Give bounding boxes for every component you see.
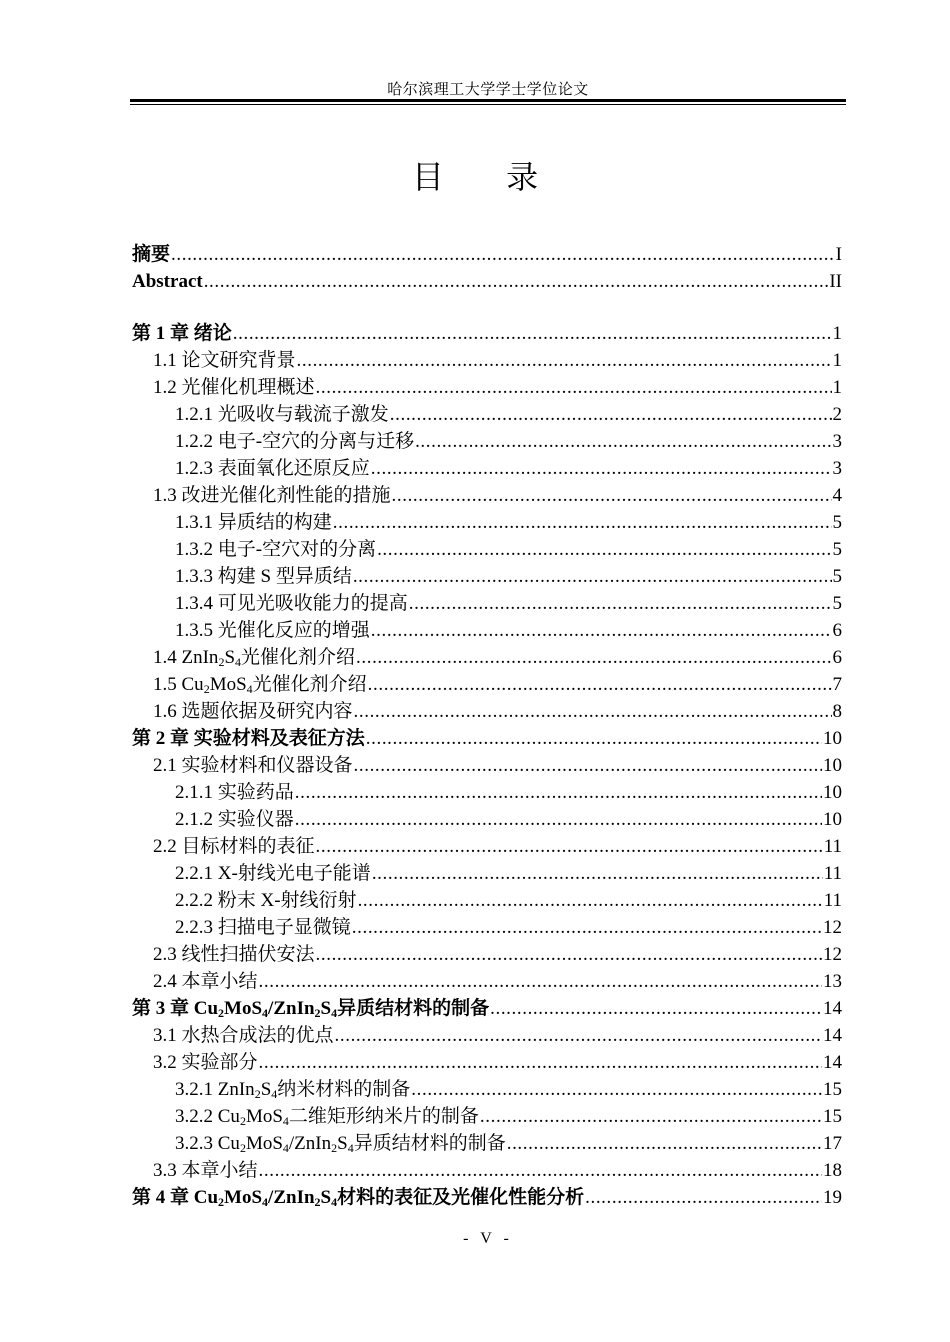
toc-entry-label: 1.3.5 光催化反应的增强	[175, 620, 370, 641]
toc-entry-page: 5	[832, 512, 842, 533]
toc-entry-page: 14	[823, 1025, 842, 1046]
toc-entry-page: 1	[832, 323, 842, 344]
subscript: 4	[262, 1195, 269, 1209]
subscript: 4	[271, 1087, 278, 1101]
toc-entry-page: 7	[832, 674, 842, 695]
label-text: 异质结材料的制备	[337, 998, 490, 1019]
toc-entry-page: 2	[832, 404, 842, 425]
toc-entry[interactable]	[132, 914, 842, 941]
toc-entry[interactable]	[132, 698, 842, 725]
toc-entry[interactable]	[132, 1022, 842, 1049]
subscript: 2	[239, 1141, 246, 1155]
toc-entry-page: 4	[832, 485, 842, 506]
label-text: 第 3 章 Cu	[132, 998, 219, 1019]
toc-entry-page: 3	[832, 431, 842, 452]
toc-entry-page: 15	[823, 1079, 842, 1100]
leader-dots	[354, 752, 822, 779]
subscript: 2	[331, 1141, 338, 1155]
toc-entry[interactable]	[132, 374, 842, 401]
toc-entry[interactable]	[132, 644, 842, 671]
toc-entry-page: 10	[823, 809, 842, 830]
toc-entry[interactable]	[132, 671, 842, 698]
label-text: 二维矩形纳米片的制备	[288, 1106, 479, 1127]
toc-entry-page: 19	[823, 1187, 842, 1208]
label-text: 第 4 章 Cu	[132, 1187, 219, 1208]
page-number-footer: - V -	[463, 1230, 513, 1247]
toc-entry-label: 1.6 选题依据及研究内容	[153, 701, 353, 722]
subscript: 4	[262, 1006, 269, 1020]
toc-title: 目 录	[411, 158, 565, 196]
leader-dots	[409, 590, 832, 617]
leader-dots	[585, 1184, 822, 1211]
toc-entry-label: 1.2.2 电子-空穴的分离与迁移	[175, 431, 415, 452]
toc-entry-page: 6	[832, 647, 842, 668]
leader-dots	[390, 401, 832, 428]
toc-entry[interactable]	[132, 779, 842, 806]
toc-entry-label: 3.1 水热合成法的优点	[153, 1025, 334, 1046]
leader-dots	[297, 347, 832, 374]
toc-entry-label: 3.3 本章小结	[153, 1160, 258, 1181]
toc-entry-label: 第 2 章 实验材料及表征方法	[132, 728, 365, 749]
toc-entry[interactable]	[132, 428, 842, 455]
toc-entry-label: 2.3 线性扫描伏安法	[153, 944, 315, 965]
toc-entry-label: 1.2.3 表面氧化还原反应	[175, 458, 370, 479]
toc-entry[interactable]	[132, 1184, 842, 1211]
toc-entry-label	[175, 1130, 506, 1157]
toc-entry[interactable]	[132, 752, 842, 779]
toc-entry-page: 11	[823, 836, 842, 857]
leader-dots	[316, 833, 823, 860]
toc-entry-page: 18	[823, 1160, 842, 1181]
toc-entry[interactable]	[132, 590, 842, 617]
label-text: 光催化剂介绍	[241, 647, 356, 668]
toc-entry[interactable]	[132, 1103, 842, 1130]
label-text: MoS	[224, 1187, 263, 1208]
toc-entry[interactable]	[132, 455, 842, 482]
toc-entry-label	[153, 644, 355, 671]
label-text: MoS	[224, 998, 263, 1019]
toc-entry[interactable]	[132, 1130, 842, 1157]
toc-entry[interactable]	[132, 509, 842, 536]
leader-dots	[259, 1157, 822, 1184]
toc-entry-page: I	[835, 244, 842, 265]
label-text: S	[320, 1187, 332, 1208]
leader-dots	[233, 320, 832, 347]
leader-dots	[356, 644, 831, 671]
toc-entry[interactable]	[132, 482, 842, 509]
label-text: S	[260, 1079, 272, 1100]
leader-dots	[415, 428, 831, 455]
toc-entry[interactable]	[132, 833, 842, 860]
toc-entry-label	[132, 995, 489, 1022]
leader-dots	[316, 374, 832, 401]
toc-entry[interactable]	[132, 806, 842, 833]
toc-entry-page: 11	[823, 863, 842, 884]
leader-dots	[295, 779, 822, 806]
toc-entry-label	[153, 671, 367, 698]
toc-entry-label: 3.2 实验部分	[153, 1052, 258, 1073]
toc-entry[interactable]	[132, 320, 842, 347]
toc-entry-label: 2.1.2 实验仪器	[175, 809, 294, 830]
toc-entry[interactable]	[132, 536, 842, 563]
toc-entry-page: 12	[823, 944, 842, 965]
leader-dots	[171, 241, 835, 268]
leader-dots	[204, 268, 829, 295]
toc-entry-label: 摘要	[132, 244, 171, 265]
toc-entry[interactable]	[132, 887, 842, 914]
label-text: 纳米材料的制备	[277, 1079, 411, 1100]
toc-entry-label: 1.2.1 光吸收与载流子激发	[175, 404, 389, 425]
toc-entry[interactable]	[132, 995, 842, 1022]
toc-entry[interactable]	[132, 401, 842, 428]
label-text: 3.2.2 Cu	[175, 1106, 240, 1127]
toc-entry-page: 11	[823, 890, 842, 911]
toc-entry-label	[175, 1103, 479, 1130]
toc-entry-page: 10	[823, 755, 842, 776]
leader-dots	[411, 1076, 822, 1103]
toc-entry-page: 1	[832, 350, 842, 371]
label-text: 1.5 Cu	[153, 674, 204, 695]
leader-dots	[507, 1130, 822, 1157]
toc-entry-page: 13	[823, 971, 842, 992]
header-rule-thick	[130, 99, 846, 102]
label-text: 3.2.3 Cu	[175, 1133, 240, 1154]
subscript: 2	[314, 1006, 321, 1020]
subscript: 4	[282, 1114, 289, 1128]
toc-entry-page: 5	[832, 566, 842, 587]
toc-entry-page: 15	[823, 1106, 842, 1127]
leader-dots	[490, 995, 822, 1022]
leader-dots	[392, 482, 832, 509]
subscript: 4	[246, 682, 253, 696]
label-text: 异质结材料的制备	[353, 1133, 506, 1154]
toc-entry-page: 14	[823, 1052, 842, 1073]
subscript: 4	[347, 1141, 354, 1155]
subscript: 4	[282, 1141, 289, 1155]
toc-entry[interactable]	[132, 1076, 842, 1103]
toc-entry-label: 2.4 本章小结	[153, 971, 258, 992]
toc-entry-page: 8	[832, 701, 842, 722]
toc-entry[interactable]	[132, 268, 842, 295]
subscript: 2	[254, 1087, 261, 1101]
subscript: 2	[314, 1195, 321, 1209]
leader-dots	[358, 887, 823, 914]
subscript: 2	[203, 682, 210, 696]
toc-entry-label: 1.3.4 可见光吸收能力的提高	[175, 593, 408, 614]
leader-dots	[335, 1022, 822, 1049]
table-of-contents	[132, 241, 842, 1211]
toc-entry-label: 1.2 光催化机理概述	[153, 377, 315, 398]
leader-dots	[480, 1103, 822, 1130]
toc-entry-label: 1.3.1 异质结的构建	[175, 512, 332, 533]
toc-entry[interactable]	[132, 1157, 842, 1184]
leader-dots	[352, 914, 822, 941]
toc-entry-label: 1.3 改进光催化剂性能的措施	[153, 485, 391, 506]
toc-entry-page: 3	[832, 458, 842, 479]
header-rule-thin	[130, 104, 846, 105]
toc-entry-page: II	[829, 271, 842, 292]
toc-entry-page: 10	[823, 782, 842, 803]
leader-dots	[371, 455, 832, 482]
leader-dots	[316, 941, 822, 968]
toc-entry-page: 14	[823, 998, 842, 1019]
toc-entry-label: 1.1 论文研究背景	[153, 350, 296, 371]
page-header: 哈尔滨理工大学学士学位论文	[387, 82, 589, 98]
label-text: MoS	[245, 1106, 283, 1127]
toc-entry-label: 2.2.1 X-射线光电子能谱	[175, 863, 371, 884]
label-text: 材料的表征及光催化性能分析	[337, 1187, 585, 1208]
subscript: 2	[218, 655, 225, 669]
toc-entry-label: Abstract	[132, 271, 203, 292]
toc-entry-label: 2.1 实验材料和仪器设备	[153, 755, 353, 776]
toc-entry-page: 5	[832, 539, 842, 560]
leader-dots	[259, 1049, 822, 1076]
label-text: MoS	[209, 674, 247, 695]
subscript: 4	[331, 1195, 338, 1209]
leader-dots	[377, 536, 831, 563]
toc-entry-label: 2.2 目标材料的表征	[153, 836, 315, 857]
toc-entry-label: 2.2.2 粉末 X-射线衍射	[175, 890, 357, 911]
subscript: 2	[218, 1006, 225, 1020]
toc-entry-label	[132, 1184, 584, 1211]
toc-entry-page: 1	[832, 377, 842, 398]
toc-entry-label: 2.1.1 实验药品	[175, 782, 294, 803]
label-text: 1.4 ZnIn	[153, 647, 219, 668]
subscript: 2	[239, 1114, 246, 1128]
toc-entry-page: 6	[832, 620, 842, 641]
toc-entry[interactable]	[132, 725, 842, 752]
label-text: /ZnIn	[288, 1133, 332, 1154]
toc-entry-page: 17	[823, 1133, 842, 1154]
label-text: S	[320, 998, 332, 1019]
leader-dots	[295, 806, 822, 833]
leader-dots	[371, 617, 832, 644]
toc-entry-page: 5	[832, 593, 842, 614]
toc-entry[interactable]	[132, 563, 842, 590]
leader-dots	[372, 860, 823, 887]
subscript: 4	[235, 655, 242, 669]
toc-entry[interactable]	[132, 241, 842, 268]
toc-entry-label: 1.3.2 电子-空穴对的分离	[175, 539, 377, 560]
toc-entry-page: 10	[823, 728, 842, 749]
leader-dots	[368, 671, 832, 698]
toc-entry[interactable]	[132, 1049, 842, 1076]
label-text: 光催化剂介绍	[252, 674, 367, 695]
leader-dots	[333, 509, 832, 536]
subscript: 4	[331, 1006, 338, 1020]
label-text: MoS	[245, 1133, 283, 1154]
toc-entry-label: 1.3.3 构建 S 型异质结	[175, 566, 352, 587]
leader-dots	[366, 725, 822, 752]
toc-entry-label	[175, 1076, 410, 1103]
leader-dots	[353, 563, 832, 590]
toc-entry[interactable]	[132, 617, 842, 644]
toc-entry[interactable]	[132, 860, 842, 887]
label-text: 3.2.1 ZnIn	[175, 1079, 255, 1100]
toc-entry[interactable]	[132, 941, 842, 968]
label-text: /ZnIn	[268, 998, 315, 1019]
toc-entry-label: 2.2.3 扫描电子显微镜	[175, 917, 351, 938]
label-text: S	[224, 647, 236, 668]
toc-entry-label: 第 1 章 绪论	[132, 323, 232, 344]
toc-entry[interactable]	[132, 968, 842, 995]
toc-entry-page: 12	[823, 917, 842, 938]
leader-dots	[259, 968, 822, 995]
subscript: 2	[218, 1195, 225, 1209]
toc-entry[interactable]	[132, 347, 842, 374]
label-text: S	[337, 1133, 348, 1154]
label-text: /ZnIn	[268, 1187, 315, 1208]
leader-dots	[354, 698, 832, 725]
